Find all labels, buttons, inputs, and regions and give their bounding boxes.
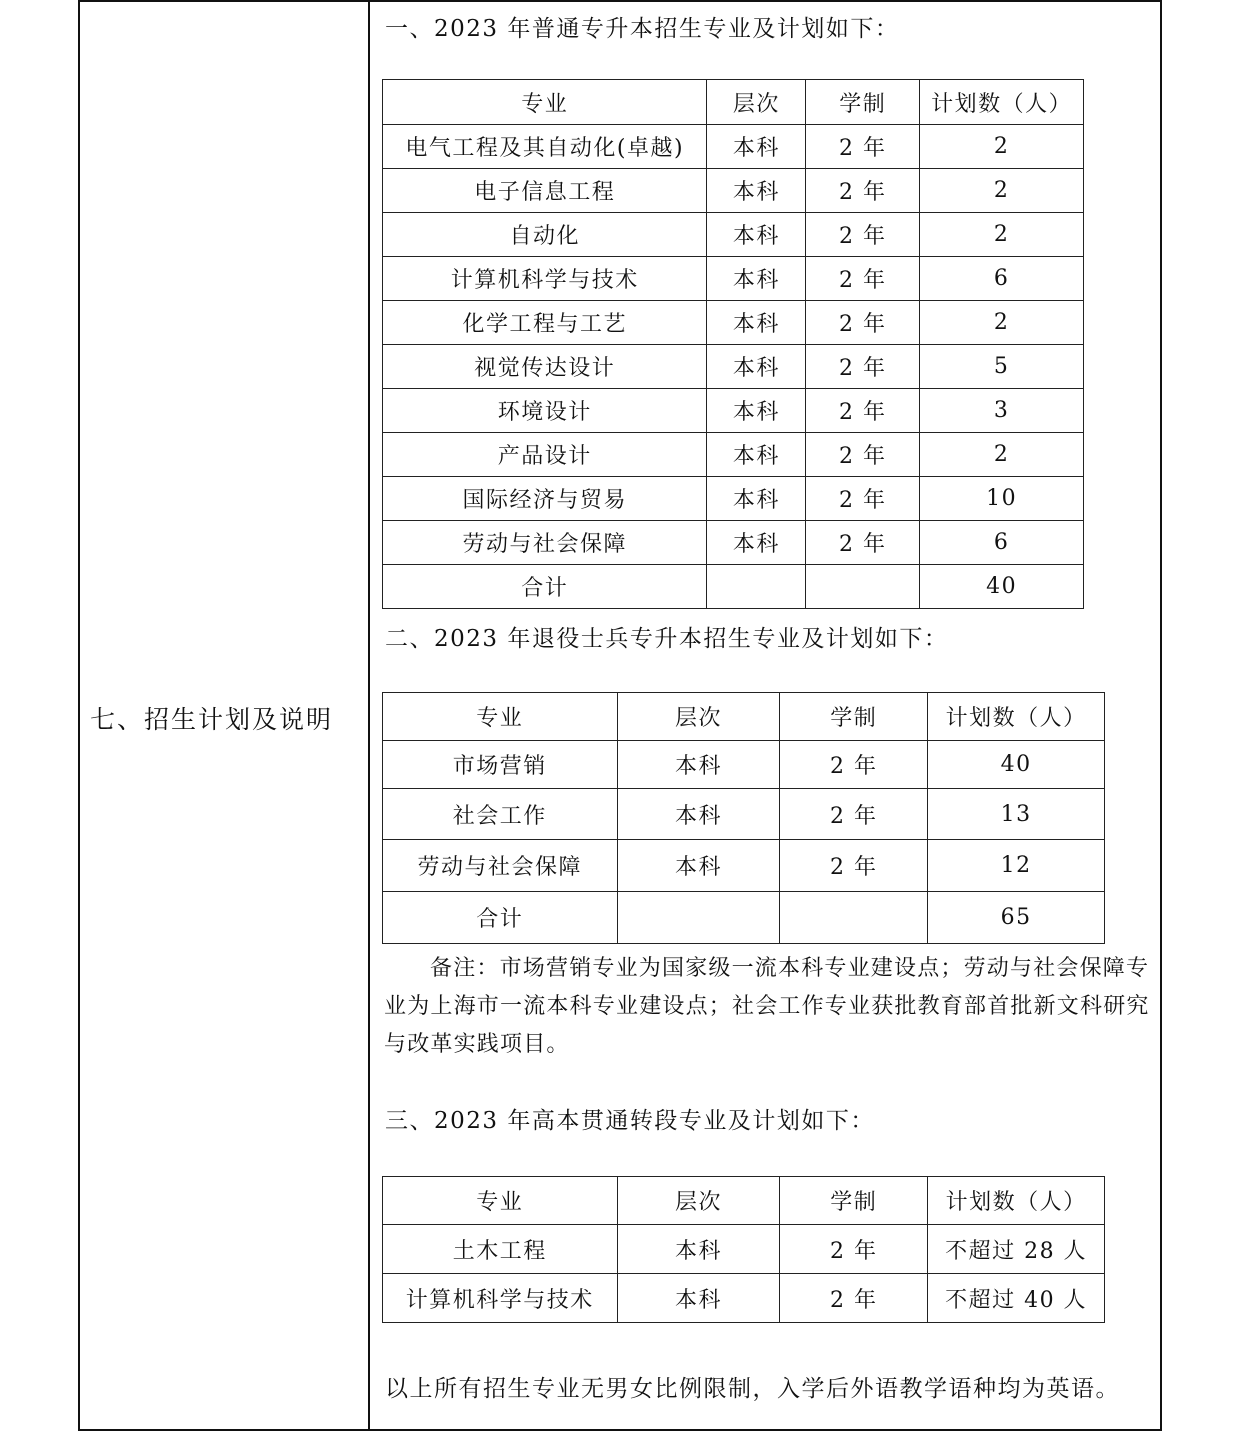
table-cell: 劳动与社会保障	[383, 521, 707, 565]
table-cell: 视觉传达设计	[383, 345, 707, 389]
empty-cell	[617, 892, 780, 944]
table-cell: 2 年	[806, 345, 920, 389]
table-cell: 市场营销	[383, 741, 618, 789]
table-cell: 2 年	[780, 741, 928, 789]
table-cell: 3	[920, 389, 1084, 433]
table-cell: 本科	[707, 125, 806, 169]
table-cell: 6	[920, 257, 1084, 301]
table-cell: 土木工程	[383, 1225, 618, 1274]
table-cell: 本科	[707, 257, 806, 301]
table-cell: 本科	[707, 169, 806, 213]
column-header: 专业	[383, 80, 707, 125]
table-cell: 5	[920, 345, 1084, 389]
table-row	[383, 169, 1084, 213]
table-cell: 电气工程及其自动化(卓越)	[383, 125, 707, 169]
table-cell: 10	[920, 477, 1084, 521]
section-label: 七、招生计划及说明	[90, 705, 334, 734]
table-cell: 2	[920, 213, 1084, 257]
column-header: 学制	[806, 80, 920, 125]
table-row	[383, 521, 1084, 565]
table-cell: 2 年	[806, 521, 920, 565]
table-cell: 本科	[707, 345, 806, 389]
table-cell: 本科	[707, 521, 806, 565]
table-row	[383, 301, 1084, 345]
table-header-row	[383, 1177, 1105, 1225]
table-cell: 2 年	[806, 257, 920, 301]
table-header-row	[383, 80, 1084, 125]
column-header: 层次	[707, 80, 806, 125]
part2-table	[382, 692, 1105, 944]
table-cell: 化学工程与工艺	[383, 301, 707, 345]
column-header: 专业	[383, 693, 618, 741]
part3-table	[382, 1176, 1105, 1323]
table-cell: 2 年	[806, 477, 920, 521]
table-cell: 本科	[707, 213, 806, 257]
table-cell: 6	[920, 521, 1084, 565]
table-row	[383, 213, 1084, 257]
table-cell: 本科	[707, 433, 806, 477]
table-cell: 产品设计	[383, 433, 707, 477]
table-row	[383, 789, 1105, 840]
table-cell: 2	[920, 169, 1084, 213]
table-row	[383, 257, 1084, 301]
table-cell: 国际经济与贸易	[383, 477, 707, 521]
table-row	[383, 389, 1084, 433]
table-cell: 2 年	[806, 389, 920, 433]
table-row	[383, 1274, 1105, 1323]
table-cell: 2	[920, 125, 1084, 169]
total-value: 65	[928, 892, 1105, 944]
column-header: 计划数（人）	[920, 80, 1084, 125]
total-label: 合计	[383, 892, 618, 944]
column-header: 专业	[383, 1177, 618, 1225]
table-cell: 2 年	[780, 1274, 928, 1323]
table-cell: 本科	[617, 789, 780, 840]
table-cell: 本科	[707, 301, 806, 345]
table-cell: 本科	[617, 1274, 780, 1323]
column-divider	[368, 0, 370, 1431]
part3-heading: 三、2023 年高本贯通转段专业及计划如下：	[385, 1108, 875, 1134]
column-header: 学制	[780, 693, 928, 741]
empty-cell	[780, 892, 928, 944]
table-row	[383, 433, 1084, 477]
table-cell: 本科	[707, 389, 806, 433]
table-row	[383, 840, 1105, 892]
table-cell: 2 年	[780, 840, 928, 892]
column-header: 层次	[617, 693, 780, 741]
table-cell: 2 年	[806, 125, 920, 169]
total-row	[383, 892, 1105, 944]
part2-note: 备注：市场营销专业为国家级一流本科专业建设点；劳动与社会保障专业为上海市一流本科专业建设点；社会工作专业获批教育部首批新文科研究与改革实践项目。	[384, 956, 1150, 1057]
table-cell: 40	[928, 741, 1105, 789]
empty-cell	[707, 565, 806, 609]
table-cell: 不超过 40 人	[928, 1274, 1105, 1323]
total-label: 合计	[383, 565, 707, 609]
table-row	[383, 125, 1084, 169]
table-row	[383, 1225, 1105, 1274]
part2-heading: 二、2023 年退役士兵专升本招生专业及计划如下：	[385, 626, 949, 652]
column-header: 计划数（人）	[928, 693, 1105, 741]
table-cell: 2 年	[780, 789, 928, 840]
table-cell: 环境设计	[383, 389, 707, 433]
column-header: 层次	[617, 1177, 780, 1225]
table-cell: 本科	[617, 741, 780, 789]
column-header: 学制	[780, 1177, 928, 1225]
total-value: 40	[920, 565, 1084, 609]
table-row	[383, 477, 1084, 521]
table-row	[383, 741, 1105, 789]
table-cell: 13	[928, 789, 1105, 840]
table-cell: 本科	[617, 840, 780, 892]
table-cell: 电子信息工程	[383, 169, 707, 213]
total-row	[383, 565, 1084, 609]
column-header: 计划数（人）	[928, 1177, 1105, 1225]
table-cell: 2 年	[806, 301, 920, 345]
table-cell: 2 年	[806, 433, 920, 477]
table-cell: 12	[928, 840, 1105, 892]
table-cell: 自动化	[383, 213, 707, 257]
table-row	[383, 345, 1084, 389]
table-cell: 本科	[617, 1225, 780, 1274]
table-cell: 2 年	[806, 213, 920, 257]
table-cell: 劳动与社会保障	[383, 840, 618, 892]
table-cell: 2 年	[780, 1225, 928, 1274]
part1-table	[382, 79, 1084, 609]
table-cell: 2	[920, 433, 1084, 477]
part1-heading: 一、2023 年普通专升本招生专业及计划如下：	[385, 16, 900, 42]
table-cell: 本科	[707, 477, 806, 521]
footer-note: 以上所有招生专业无男女比例限制，入学后外语教学语种均为英语。	[385, 1376, 1120, 1402]
table-cell: 社会工作	[383, 789, 618, 840]
table-cell: 不超过 28 人	[928, 1225, 1105, 1274]
table-cell: 2	[920, 301, 1084, 345]
table-header-row	[383, 693, 1105, 741]
table-cell: 计算机科学与技术	[383, 1274, 618, 1323]
table-cell: 计算机科学与技术	[383, 257, 707, 301]
empty-cell	[806, 565, 920, 609]
table-cell: 2 年	[806, 169, 920, 213]
